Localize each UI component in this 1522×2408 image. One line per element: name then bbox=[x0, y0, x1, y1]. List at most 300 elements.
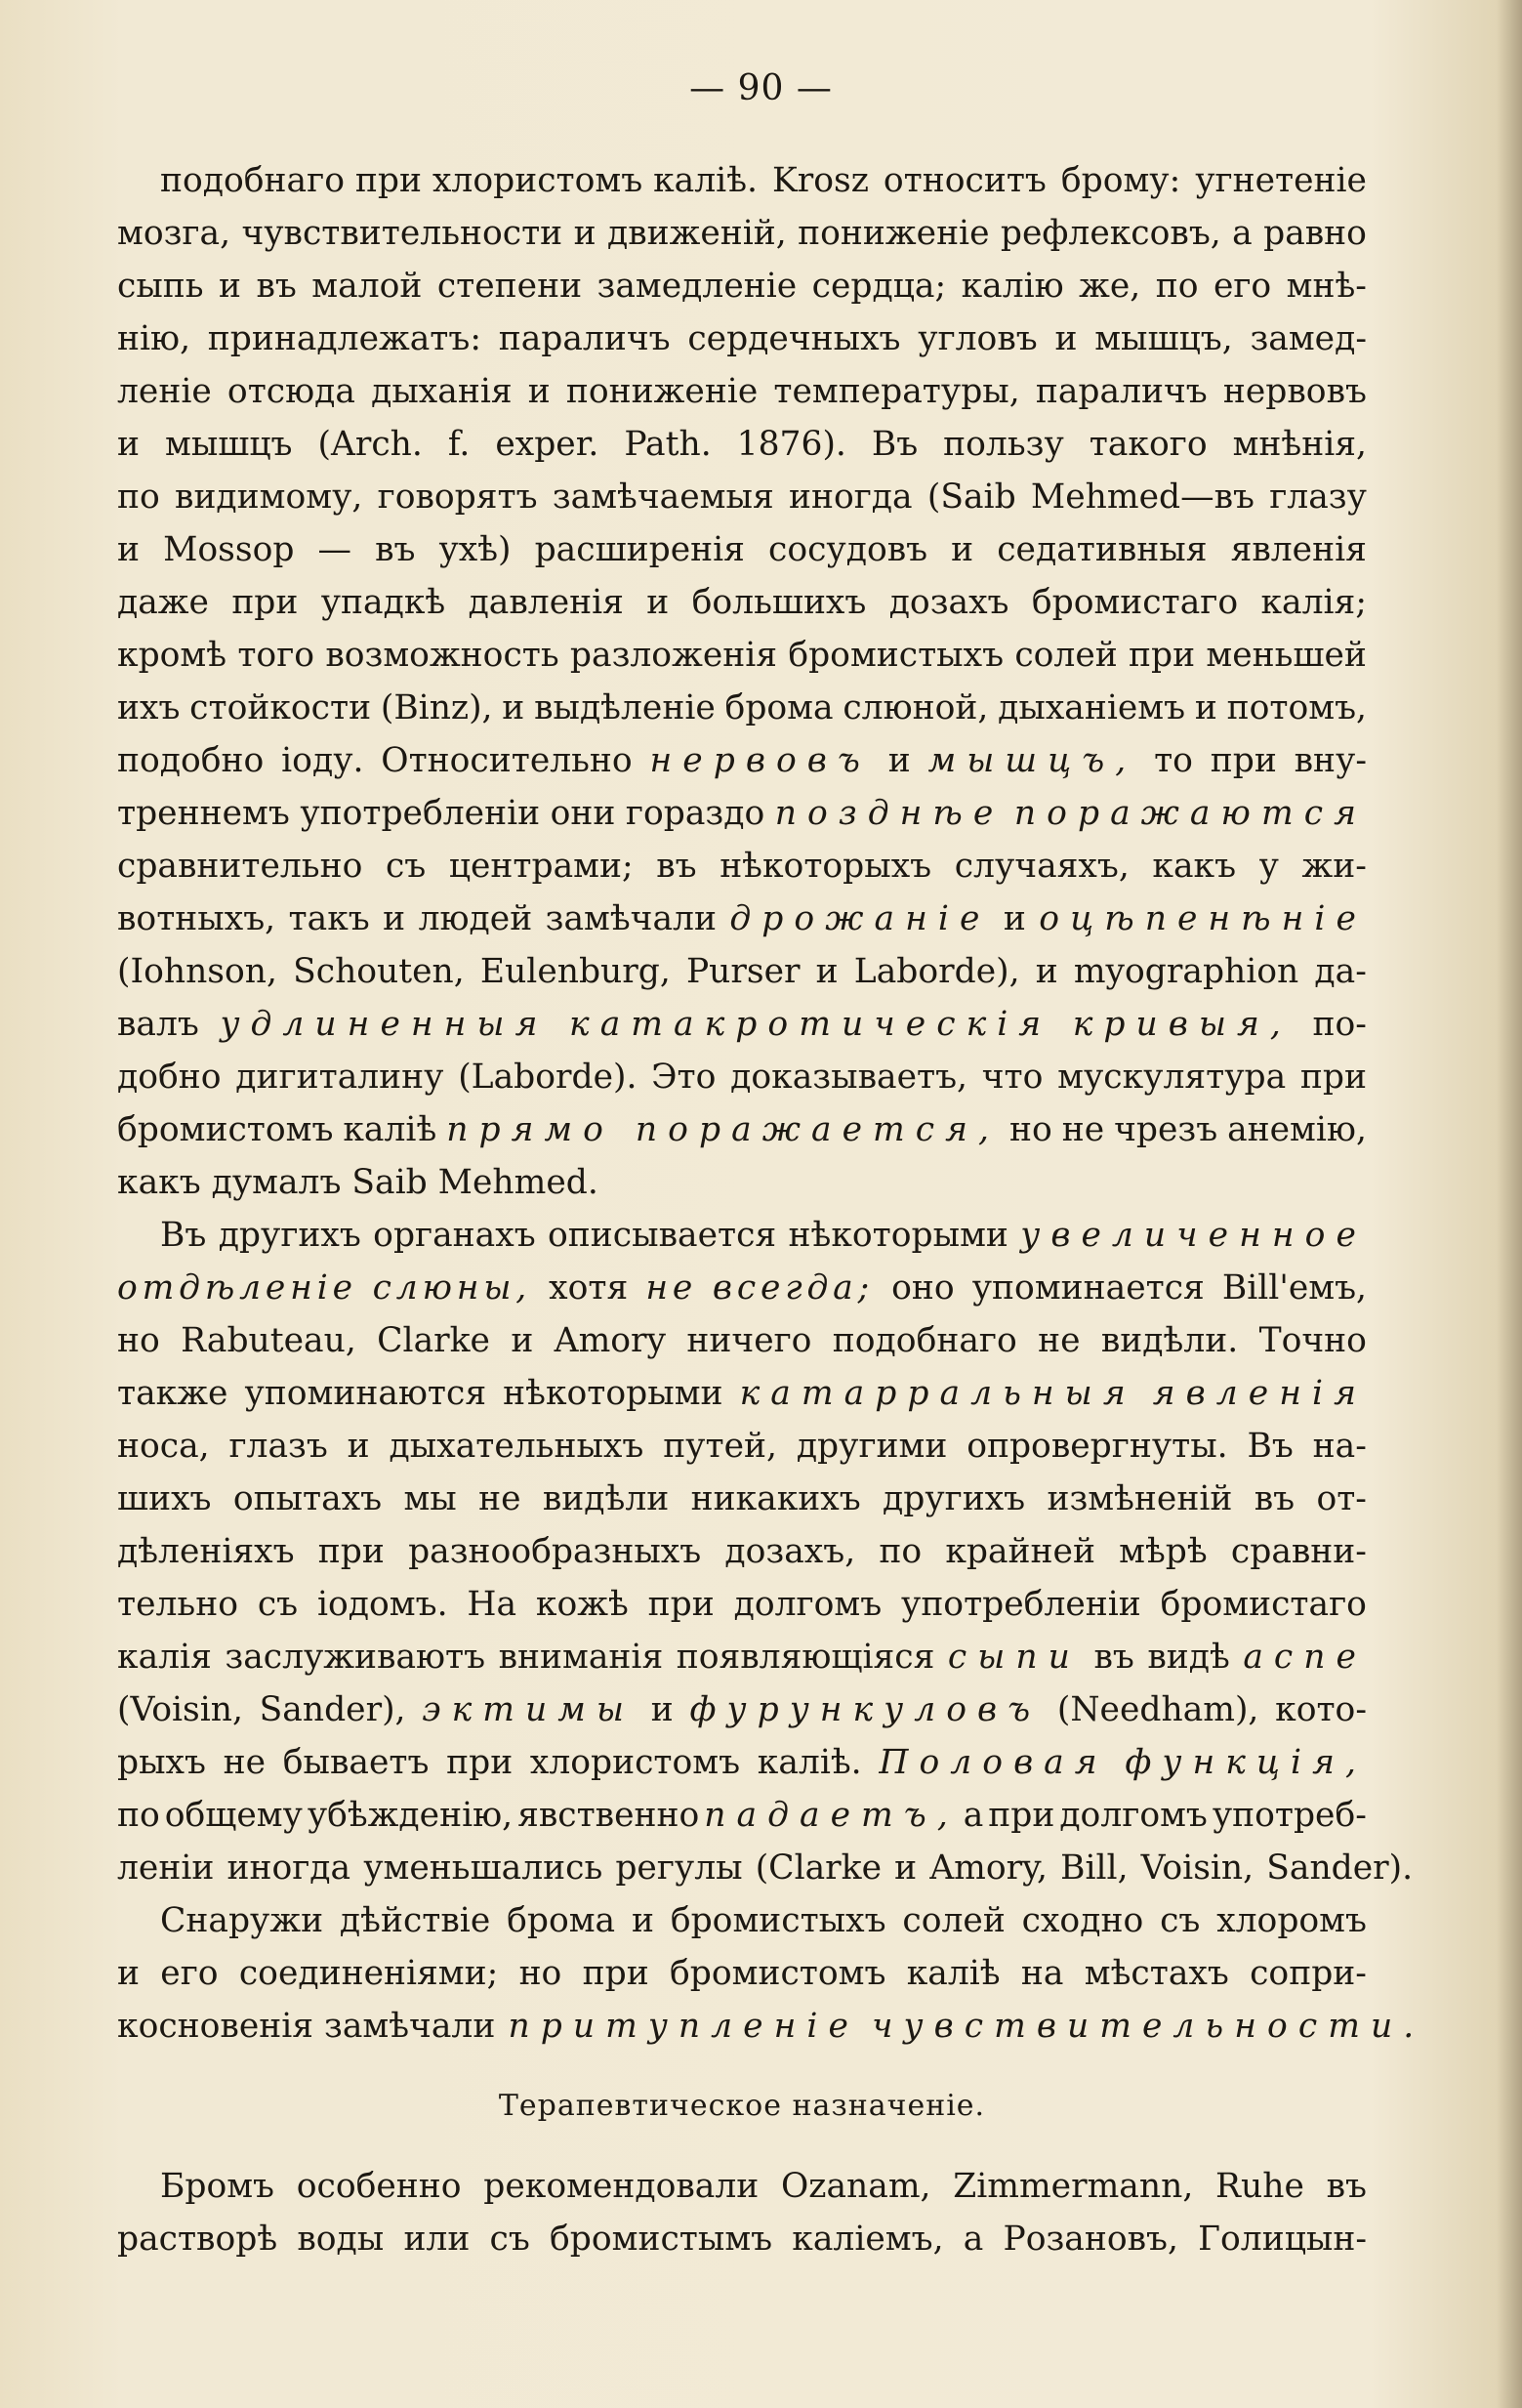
word: Точно bbox=[1258, 1321, 1367, 1360]
word: описывается bbox=[548, 1216, 777, 1255]
word: людей bbox=[418, 899, 533, 938]
word: съ bbox=[385, 847, 427, 886]
word: оно bbox=[891, 1268, 955, 1308]
word: съ bbox=[489, 2220, 530, 2259]
paragraph-2 bbox=[117, 1209, 1414, 1894]
word: пониженiе bbox=[798, 214, 990, 253]
word: и bbox=[894, 1848, 918, 1888]
word: Zimmermann, bbox=[953, 2167, 1194, 2206]
text-line bbox=[117, 471, 1367, 523]
word: по- bbox=[1312, 1005, 1367, 1044]
text-line bbox=[117, 840, 1367, 893]
emphasized-word: функцiя, bbox=[1125, 1743, 1367, 1782]
word: косновенiя замѣчали bbox=[117, 2007, 496, 2046]
emphasized-word: позднѣе bbox=[774, 794, 1005, 833]
word: путей, bbox=[663, 1427, 777, 1466]
text-line bbox=[117, 1947, 1367, 2000]
word: а bbox=[1232, 214, 1253, 253]
word: параличъ bbox=[498, 319, 671, 358]
word: нервовъ bbox=[1222, 372, 1367, 411]
word: мускулятура bbox=[1057, 1058, 1287, 1097]
word: при bbox=[317, 1532, 385, 1571]
emphasized-word: acne bbox=[1243, 1638, 1367, 1677]
word: видѣли bbox=[542, 1479, 670, 1518]
word: Въ bbox=[1247, 1427, 1294, 1466]
word: его bbox=[160, 1954, 219, 1993]
text-line bbox=[117, 1051, 1367, 1103]
word: другихъ bbox=[218, 1216, 361, 1255]
word: параличъ bbox=[1035, 372, 1208, 411]
emphasized-word: сыпи bbox=[947, 1638, 1081, 1677]
word: Голицын- bbox=[1198, 2220, 1367, 2259]
emphasized-word: не всегда; bbox=[645, 1268, 875, 1308]
word: расширенiя bbox=[534, 530, 745, 569]
text-line bbox=[117, 893, 1367, 945]
word: они bbox=[550, 794, 616, 833]
word: потомъ, bbox=[1226, 688, 1367, 727]
word: видѣ bbox=[1147, 1638, 1230, 1677]
word: брома bbox=[724, 688, 834, 727]
word: упоминаются bbox=[244, 1374, 487, 1413]
word: въ bbox=[656, 847, 697, 886]
word: угловъ bbox=[918, 319, 1038, 358]
word: myographion bbox=[1073, 952, 1299, 991]
word: выдѣленiе bbox=[534, 688, 716, 727]
word: нiю, bbox=[117, 319, 191, 358]
word: калiемъ, bbox=[792, 2220, 944, 2259]
text-line bbox=[117, 629, 1367, 682]
word: сосудовъ bbox=[768, 530, 928, 569]
text-line bbox=[117, 2160, 1367, 2213]
word: опровергнуты. bbox=[967, 1427, 1228, 1466]
word: замѣчаемыя bbox=[552, 477, 774, 517]
word: заслуживаютъ bbox=[225, 1638, 486, 1677]
emphasized-word: чувствительности. bbox=[872, 2007, 1425, 2046]
page-edge-shadow bbox=[1497, 0, 1522, 2408]
text-line bbox=[117, 1842, 1414, 1894]
emphasized-word: дрожанiе bbox=[729, 899, 991, 938]
word: калiю bbox=[961, 267, 1064, 306]
word: даже bbox=[117, 583, 209, 622]
paragraph-1 bbox=[117, 154, 1367, 1209]
word: и bbox=[951, 530, 974, 569]
word: от- bbox=[1316, 1479, 1367, 1518]
text-line bbox=[117, 1525, 1367, 1578]
word: относитъ bbox=[883, 161, 1047, 200]
word: сердечныхъ bbox=[687, 319, 901, 358]
word: (Saib bbox=[926, 477, 1016, 517]
word: и bbox=[646, 583, 670, 622]
word: при bbox=[1129, 636, 1196, 675]
word: угнетенiе bbox=[1195, 161, 1367, 200]
word: и bbox=[650, 1690, 674, 1729]
word: мѣстахъ bbox=[1084, 1954, 1229, 1993]
text-line bbox=[117, 523, 1367, 576]
word: Ozanam, bbox=[781, 2167, 931, 2206]
word: растворѣ bbox=[117, 2220, 278, 2259]
word: солей bbox=[1014, 636, 1118, 675]
body-text bbox=[117, 154, 1425, 2265]
word: въ bbox=[1254, 1479, 1296, 1518]
text-line bbox=[117, 1631, 1367, 1683]
word: сравнительно bbox=[117, 847, 363, 886]
word: по bbox=[117, 477, 160, 517]
emphasized-word: увеличенное bbox=[1020, 1216, 1367, 1255]
text-line bbox=[117, 1262, 1367, 1314]
word: бромистыхъ bbox=[788, 636, 1005, 675]
word: и bbox=[383, 899, 406, 938]
word: разложенiя bbox=[569, 636, 778, 675]
word: и bbox=[502, 688, 525, 727]
word: соединенiями; bbox=[238, 1954, 499, 1993]
word: Розановъ, bbox=[1003, 2220, 1178, 2259]
word: на- bbox=[1312, 1427, 1367, 1466]
word: пониженiе bbox=[565, 372, 759, 411]
word: и bbox=[1035, 952, 1058, 991]
word: измѣненiй bbox=[1047, 1479, 1233, 1518]
word: температуры, bbox=[773, 372, 1020, 411]
text-line bbox=[117, 260, 1367, 312]
emphasized-word: эктимы bbox=[422, 1690, 636, 1729]
word: калiѣ. bbox=[757, 1743, 862, 1782]
word: а bbox=[963, 1796, 984, 1835]
word: такого bbox=[1089, 425, 1208, 464]
word: его bbox=[1213, 267, 1272, 306]
word: у bbox=[1258, 847, 1279, 886]
word: въ bbox=[1093, 1638, 1134, 1677]
word: слюной, bbox=[843, 688, 989, 727]
emphasized-word: катарральныя bbox=[739, 1374, 1136, 1413]
emphasized-word: падаетъ, bbox=[704, 1796, 959, 1835]
word: гораздо bbox=[625, 794, 765, 833]
word: калiя; bbox=[1260, 583, 1367, 622]
word: добно bbox=[117, 1058, 222, 1097]
word: мнѣнiя, bbox=[1232, 425, 1367, 464]
word: подобно bbox=[117, 741, 265, 780]
word: 1876). bbox=[736, 425, 846, 464]
word: употребленiи bbox=[300, 794, 541, 833]
word: также bbox=[117, 1374, 228, 1413]
word: упадкѣ bbox=[320, 583, 446, 622]
word: и bbox=[887, 741, 911, 780]
word: долгомъ bbox=[733, 1585, 883, 1624]
word: f. bbox=[447, 425, 471, 464]
word: по bbox=[879, 1532, 923, 1571]
word: употреб- bbox=[1212, 1796, 1367, 1835]
word: (Laborde). bbox=[458, 1058, 638, 1097]
emphasized-word: притупленiе bbox=[508, 2007, 859, 2046]
word: ленiе bbox=[117, 372, 212, 411]
word: Voisin, bbox=[1140, 1848, 1255, 1888]
word: что bbox=[981, 1058, 1044, 1097]
word: брому: bbox=[1060, 161, 1181, 200]
word: мышцъ bbox=[164, 425, 293, 464]
word: давленiя bbox=[468, 583, 624, 622]
word: нѣкоторыми bbox=[503, 1374, 723, 1413]
word: Amory bbox=[554, 1321, 667, 1360]
word: (Needham), bbox=[1056, 1690, 1259, 1729]
word: не bbox=[1038, 1321, 1081, 1360]
word: то bbox=[1154, 741, 1193, 780]
word: мозга, bbox=[117, 214, 231, 253]
word: въ bbox=[1326, 2167, 1367, 2206]
word: шихъ bbox=[117, 1479, 212, 1518]
word: замѣчали bbox=[545, 899, 717, 938]
word: кото- bbox=[1275, 1690, 1367, 1729]
word: калiѣ bbox=[343, 1110, 437, 1149]
word: чувствительности bbox=[241, 214, 563, 253]
word: Sander), bbox=[259, 1690, 406, 1729]
word: ленiи bbox=[117, 1848, 215, 1888]
word: сопри- bbox=[1250, 1954, 1367, 1993]
word: солей bbox=[902, 1901, 1006, 1940]
word: Purser bbox=[685, 952, 801, 991]
text-line bbox=[117, 207, 1367, 260]
word: явленiя bbox=[1230, 530, 1367, 569]
word: бромистомъ bbox=[117, 1110, 334, 1149]
word: мнѣ- bbox=[1286, 267, 1367, 306]
word: нѣкоторыми bbox=[788, 1216, 1008, 1255]
text-line bbox=[117, 945, 1367, 998]
word: дозахъ bbox=[888, 583, 1009, 622]
emphasized-word: кривыя, bbox=[1072, 1005, 1292, 1044]
word: — bbox=[317, 530, 351, 569]
word: общему bbox=[164, 1796, 303, 1835]
word: (Binz), bbox=[380, 688, 493, 727]
word: какъ bbox=[1152, 847, 1237, 886]
word: подобнаго bbox=[832, 1321, 1017, 1360]
word: при bbox=[446, 1743, 514, 1782]
word: при bbox=[1210, 741, 1277, 780]
word: iодомъ. bbox=[316, 1585, 448, 1624]
text-line bbox=[117, 1156, 1367, 1209]
word: убѣжденiю, bbox=[307, 1796, 514, 1835]
text-line bbox=[117, 1103, 1367, 1156]
word: регулы bbox=[615, 1848, 743, 1888]
word: и bbox=[219, 267, 242, 306]
word: разнообразныхъ bbox=[408, 1532, 702, 1571]
word: дѣйствiе bbox=[339, 1901, 491, 1940]
word: Mehmed—въ bbox=[1030, 477, 1255, 517]
word: хлористомъ bbox=[529, 1743, 741, 1782]
word: при bbox=[231, 583, 299, 622]
word: Rabuteau, bbox=[181, 1321, 356, 1360]
word: случаяхъ, bbox=[954, 847, 1130, 886]
word: мы bbox=[403, 1479, 457, 1518]
word: Mossop bbox=[163, 530, 295, 569]
word: видимому, bbox=[175, 477, 363, 517]
word: чрезъ bbox=[1114, 1110, 1218, 1149]
word: другихъ bbox=[883, 1479, 1026, 1518]
word: иногда bbox=[226, 1848, 351, 1888]
word: крайней bbox=[945, 1532, 1095, 1571]
emphasized-word: прямо поражается, bbox=[446, 1110, 1001, 1149]
word: степени bbox=[436, 267, 583, 306]
word: при bbox=[988, 1796, 1055, 1835]
word: въ bbox=[375, 530, 416, 569]
word: Ruhe bbox=[1215, 2167, 1304, 2206]
word: появляющiяся bbox=[676, 1638, 935, 1677]
word: exper. bbox=[495, 425, 599, 464]
word: жи- bbox=[1301, 847, 1367, 886]
word: дыханiя bbox=[371, 372, 513, 411]
word: уменьшались bbox=[363, 1848, 603, 1888]
word: малой bbox=[311, 267, 423, 306]
word: ихъ bbox=[117, 688, 181, 727]
word: (Clarke bbox=[755, 1848, 882, 1888]
word: (Arch. bbox=[317, 425, 423, 464]
word: (Iohnson, bbox=[117, 952, 277, 991]
page-number: — 90 — bbox=[689, 68, 833, 108]
word: носа, bbox=[117, 1427, 210, 1466]
word: рыхъ bbox=[117, 1743, 206, 1782]
word: анемiю, bbox=[1227, 1110, 1367, 1149]
word: долгомъ bbox=[1059, 1796, 1208, 1835]
word: седативныя bbox=[997, 530, 1208, 569]
word: Eulenburg, bbox=[479, 952, 671, 991]
word: движенiй, bbox=[606, 214, 787, 253]
word: сравни- bbox=[1230, 1532, 1367, 1571]
word: ухѣ) bbox=[438, 530, 512, 569]
word: рекомендовали bbox=[483, 2167, 760, 2206]
word: стойкости bbox=[189, 688, 372, 727]
word: Bill, bbox=[1060, 1848, 1129, 1888]
text-line bbox=[117, 787, 1367, 840]
word: другими bbox=[796, 1427, 948, 1466]
paragraph-3 bbox=[117, 1894, 1425, 2053]
word: и bbox=[527, 372, 551, 411]
word: бромистаго bbox=[1031, 583, 1239, 622]
text-line bbox=[117, 576, 1367, 629]
word: хотя bbox=[549, 1268, 629, 1308]
word: дозахъ, bbox=[724, 1532, 856, 1571]
word: и bbox=[117, 530, 140, 569]
word: воды bbox=[297, 2220, 385, 2259]
emphasized-word: удлиненныя bbox=[220, 1005, 549, 1044]
word: бываетъ bbox=[282, 1743, 430, 1782]
text-line bbox=[117, 998, 1367, 1051]
word: явственно bbox=[517, 1796, 700, 1835]
word: же, bbox=[1079, 267, 1141, 306]
word: Относительно bbox=[381, 741, 633, 780]
text-line bbox=[117, 2000, 1425, 2053]
word: глазу bbox=[1269, 477, 1367, 517]
word: валъ bbox=[117, 1005, 199, 1044]
text-line bbox=[117, 2213, 1367, 2265]
word: Въ bbox=[871, 425, 919, 464]
word: брома bbox=[507, 1901, 616, 1940]
word: при bbox=[647, 1585, 715, 1624]
emphasized-word: отдѣленiе слюны, bbox=[117, 1268, 532, 1308]
word: того bbox=[237, 636, 315, 675]
word: дыхательныхъ bbox=[389, 1427, 644, 1466]
word: особенно bbox=[296, 2167, 462, 2206]
word: возможность bbox=[325, 636, 559, 675]
word: и bbox=[511, 1321, 534, 1360]
word: вниманiя bbox=[498, 1638, 664, 1677]
word: доказываетъ, bbox=[730, 1058, 967, 1097]
word: такъ bbox=[288, 899, 370, 938]
emphasized-word: поражаются bbox=[1013, 794, 1367, 833]
word: Снаружи bbox=[160, 1901, 324, 1940]
word: принадлежатъ: bbox=[207, 319, 481, 358]
emphasized-word: мышцъ, bbox=[927, 741, 1137, 780]
word: дигиталину bbox=[235, 1058, 444, 1097]
text-line bbox=[117, 1420, 1367, 1473]
emphasized-word: Половая bbox=[879, 1743, 1108, 1782]
word: при bbox=[582, 1954, 649, 1993]
word: мышцъ, bbox=[1094, 319, 1233, 358]
word: дыханiемъ bbox=[998, 688, 1186, 727]
word: иногда bbox=[788, 477, 913, 517]
word: мѣрѣ bbox=[1119, 1532, 1208, 1571]
word: и bbox=[117, 1954, 140, 1993]
word: хлоромъ bbox=[1216, 1901, 1367, 1940]
word: не bbox=[223, 1743, 267, 1782]
word: iоду. bbox=[281, 741, 364, 780]
word: сердца; bbox=[811, 267, 947, 306]
word: да- bbox=[1314, 952, 1367, 991]
word: Clarke bbox=[377, 1321, 490, 1360]
word: какъ думалъ Saib Mehmed. bbox=[117, 1163, 598, 1202]
word: треннемъ bbox=[117, 794, 290, 833]
word: и bbox=[1054, 319, 1078, 358]
word: и bbox=[347, 1427, 370, 1466]
word: Schouten, bbox=[293, 952, 465, 991]
word: Amory, bbox=[929, 1848, 1048, 1888]
word: съ bbox=[1160, 1901, 1201, 1940]
word: центрами; bbox=[448, 847, 634, 886]
text-line bbox=[117, 734, 1367, 787]
word: употребленiи bbox=[901, 1585, 1141, 1624]
word: а bbox=[963, 2220, 984, 2259]
word: кожѣ bbox=[535, 1585, 629, 1624]
word: Bill'емъ, bbox=[1221, 1268, 1367, 1308]
text-line bbox=[117, 1209, 1367, 1262]
word: органахъ bbox=[373, 1216, 536, 1255]
word: при bbox=[1299, 1058, 1367, 1097]
word: сыпь bbox=[117, 267, 204, 306]
text-line bbox=[117, 1367, 1367, 1420]
word: глазъ bbox=[228, 1427, 328, 1466]
text-line bbox=[117, 1473, 1367, 1525]
word: Sander). bbox=[1266, 1848, 1414, 1888]
word: по bbox=[1155, 267, 1199, 306]
word: Въ bbox=[160, 1216, 207, 1255]
word: но bbox=[117, 1321, 160, 1360]
text-line bbox=[117, 1683, 1367, 1736]
word: ничего bbox=[686, 1321, 812, 1360]
word: бромистыхъ bbox=[670, 1901, 886, 1940]
word: видѣли. bbox=[1100, 1321, 1239, 1360]
word: вну- bbox=[1294, 741, 1367, 780]
text-line bbox=[117, 1314, 1367, 1367]
text-line bbox=[117, 1894, 1367, 1947]
word: пользу bbox=[943, 425, 1064, 464]
word: тельно bbox=[117, 1585, 238, 1624]
word: подобнаго при хлористомъ калiѣ. bbox=[160, 161, 758, 200]
word: говорятъ bbox=[377, 477, 538, 517]
word: съ bbox=[257, 1585, 299, 1624]
section-heading: Терапевтическое назначенiе. bbox=[498, 2089, 986, 2123]
word: Это bbox=[651, 1058, 717, 1097]
text-line bbox=[117, 365, 1367, 418]
word: и bbox=[1194, 688, 1217, 727]
word: по bbox=[117, 1796, 160, 1835]
word: или bbox=[403, 2220, 471, 2259]
text-line bbox=[117, 154, 1367, 207]
word: никакихъ bbox=[690, 1479, 861, 1518]
